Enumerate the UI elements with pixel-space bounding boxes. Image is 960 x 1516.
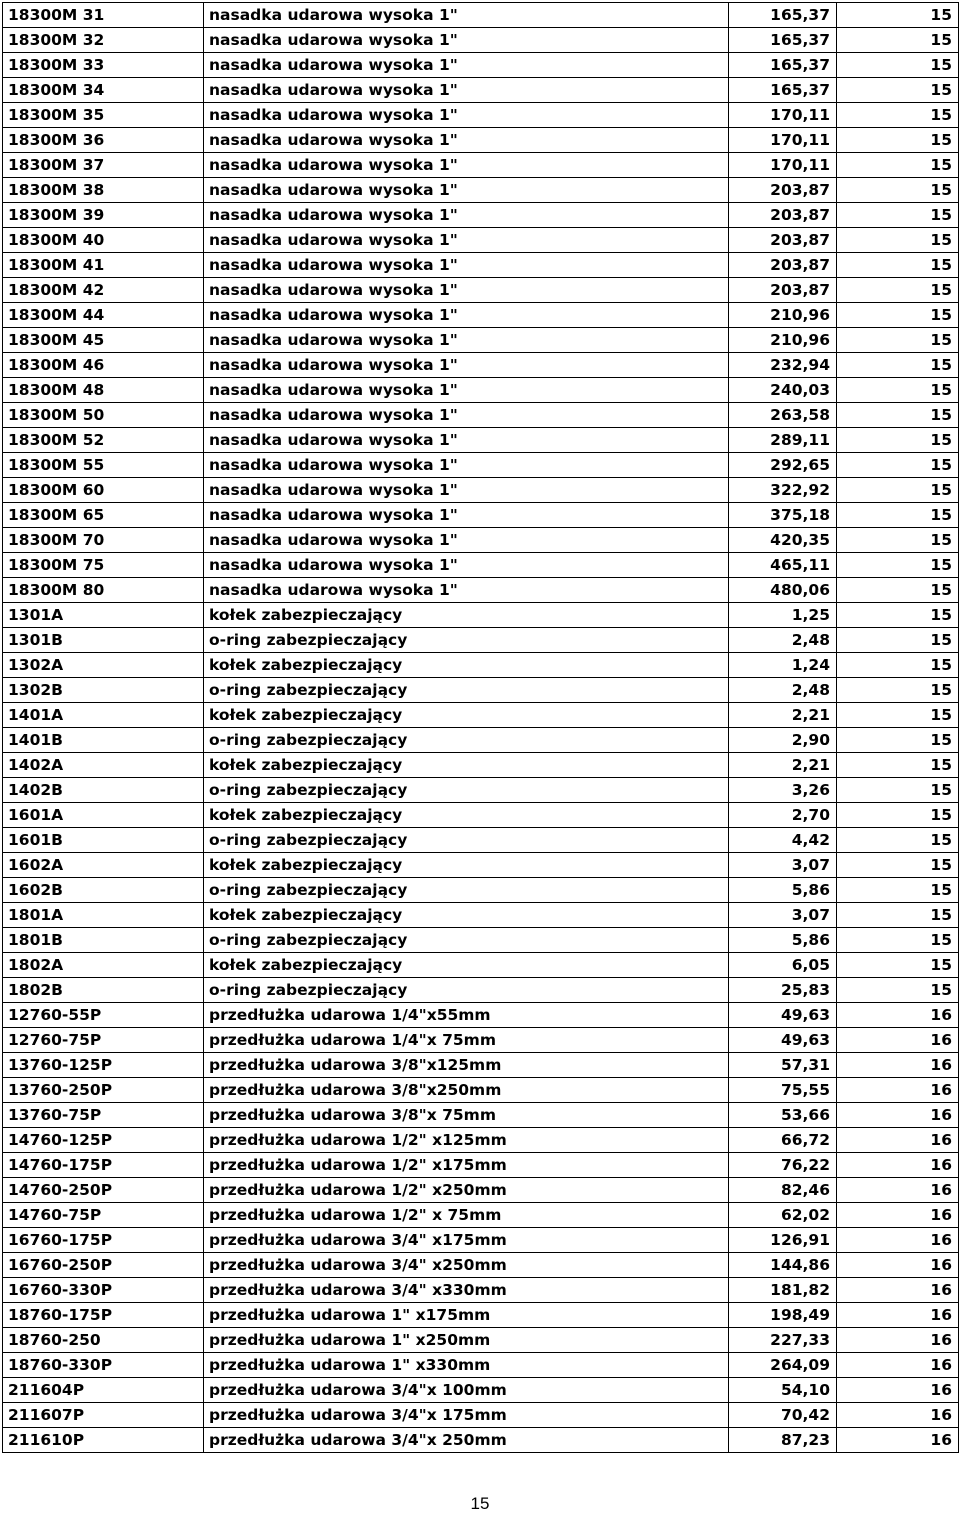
table-row bbox=[3, 303, 959, 328]
product-code-cell: 18760-250 bbox=[3, 1328, 204, 1353]
price-cell: 144,86 bbox=[729, 1253, 837, 1278]
table-row bbox=[3, 803, 959, 828]
table-row bbox=[3, 3, 959, 28]
product-code-cell: 1301A bbox=[3, 603, 204, 628]
table-row bbox=[3, 78, 959, 103]
price-cell: 227,33 bbox=[729, 1328, 837, 1353]
price-cell: 49,63 bbox=[729, 1028, 837, 1053]
price-cell: 465,11 bbox=[729, 553, 837, 578]
description-cell: kołek zabezpieczający bbox=[204, 903, 729, 928]
price-cell: 232,94 bbox=[729, 353, 837, 378]
product-code-cell: 18300M 34 bbox=[3, 78, 204, 103]
description-cell: o-ring zabezpieczający bbox=[204, 978, 729, 1003]
price-cell: 165,37 bbox=[729, 53, 837, 78]
table-row bbox=[3, 1128, 959, 1153]
catalog-page-cell: 16 bbox=[837, 1328, 959, 1353]
catalog-page-cell: 15 bbox=[837, 853, 959, 878]
product-code-cell: 18300M 37 bbox=[3, 153, 204, 178]
description-cell: nasadka udarowa wysoka 1" bbox=[204, 228, 729, 253]
description-cell: nasadka udarowa wysoka 1" bbox=[204, 278, 729, 303]
price-cell: 126,91 bbox=[729, 1228, 837, 1253]
product-code-cell: 1402B bbox=[3, 778, 204, 803]
table-row bbox=[3, 1278, 959, 1303]
price-cell: 170,11 bbox=[729, 128, 837, 153]
price-cell: 198,49 bbox=[729, 1303, 837, 1328]
table-row bbox=[3, 28, 959, 53]
price-cell: 2,21 bbox=[729, 753, 837, 778]
catalog-page-cell: 16 bbox=[837, 1228, 959, 1253]
product-code-cell: 18300M 55 bbox=[3, 453, 204, 478]
table-row bbox=[3, 928, 959, 953]
table-row bbox=[3, 403, 959, 428]
table-row bbox=[3, 153, 959, 178]
price-cell: 165,37 bbox=[729, 78, 837, 103]
table-row bbox=[3, 1053, 959, 1078]
table-row bbox=[3, 728, 959, 753]
price-cell: 2,48 bbox=[729, 678, 837, 703]
description-cell: nasadka udarowa wysoka 1" bbox=[204, 453, 729, 478]
description-cell: nasadka udarowa wysoka 1" bbox=[204, 403, 729, 428]
description-cell: kołek zabezpieczający bbox=[204, 803, 729, 828]
catalog-page-cell: 15 bbox=[837, 878, 959, 903]
product-code-cell: 1602B bbox=[3, 878, 204, 903]
product-code-cell: 18300M 75 bbox=[3, 553, 204, 578]
description-cell: nasadka udarowa wysoka 1" bbox=[204, 328, 729, 353]
catalog-page-cell: 16 bbox=[837, 1153, 959, 1178]
description-cell: przedłużka udarowa 1/2" x125mm bbox=[204, 1128, 729, 1153]
description-cell: nasadka udarowa wysoka 1" bbox=[204, 78, 729, 103]
description-cell: kołek zabezpieczający bbox=[204, 853, 729, 878]
price-cell: 170,11 bbox=[729, 103, 837, 128]
price-cell: 4,42 bbox=[729, 828, 837, 853]
product-code-cell: 18300M 52 bbox=[3, 428, 204, 453]
catalog-page-cell: 16 bbox=[837, 1003, 959, 1028]
product-code-cell: 1801A bbox=[3, 903, 204, 928]
description-cell: o-ring zabezpieczający bbox=[204, 828, 729, 853]
price-cell: 62,02 bbox=[729, 1203, 837, 1228]
catalog-page-cell: 16 bbox=[837, 1303, 959, 1328]
product-code-cell: 18300M 70 bbox=[3, 528, 204, 553]
product-code-cell: 18300M 35 bbox=[3, 103, 204, 128]
price-cell: 76,22 bbox=[729, 1153, 837, 1178]
product-code-cell: 18760-330P bbox=[3, 1353, 204, 1378]
catalog-page-cell: 15 bbox=[837, 803, 959, 828]
product-code-cell: 16760-175P bbox=[3, 1228, 204, 1253]
catalog-page-cell: 15 bbox=[837, 678, 959, 703]
description-cell: kołek zabezpieczający bbox=[204, 603, 729, 628]
price-cell: 2,70 bbox=[729, 803, 837, 828]
catalog-page-cell: 15 bbox=[837, 628, 959, 653]
description-cell: o-ring zabezpieczający bbox=[204, 778, 729, 803]
description-cell: przedłużka udarowa 3/8"x125mm bbox=[204, 1053, 729, 1078]
description-cell: nasadka udarowa wysoka 1" bbox=[204, 153, 729, 178]
price-cell: 3,07 bbox=[729, 903, 837, 928]
catalog-page-cell: 15 bbox=[837, 553, 959, 578]
description-cell: nasadka udarowa wysoka 1" bbox=[204, 528, 729, 553]
catalog-page-cell: 15 bbox=[837, 703, 959, 728]
product-code-cell: 1601A bbox=[3, 803, 204, 828]
table-row bbox=[3, 178, 959, 203]
product-code-cell: 16760-250P bbox=[3, 1253, 204, 1278]
table-row bbox=[3, 228, 959, 253]
price-cell: 66,72 bbox=[729, 1128, 837, 1153]
catalog-page-cell: 15 bbox=[837, 103, 959, 128]
price-cell: 170,11 bbox=[729, 153, 837, 178]
catalog-page-cell: 16 bbox=[837, 1178, 959, 1203]
price-cell: 263,58 bbox=[729, 403, 837, 428]
catalog-page-cell: 15 bbox=[837, 378, 959, 403]
catalog-page-cell: 15 bbox=[837, 578, 959, 603]
description-cell: o-ring zabezpieczający bbox=[204, 628, 729, 653]
description-cell: przedłużka udarowa 3/4" x250mm bbox=[204, 1253, 729, 1278]
catalog-page-cell: 15 bbox=[837, 728, 959, 753]
price-list-body bbox=[3, 3, 959, 1453]
product-code-cell: 18300M 41 bbox=[3, 253, 204, 278]
table-row bbox=[3, 1203, 959, 1228]
description-cell: nasadka udarowa wysoka 1" bbox=[204, 553, 729, 578]
table-row bbox=[3, 453, 959, 478]
product-code-cell: 1801B bbox=[3, 928, 204, 953]
price-cell: 203,87 bbox=[729, 203, 837, 228]
description-cell: nasadka udarowa wysoka 1" bbox=[204, 253, 729, 278]
product-code-cell: 1402A bbox=[3, 753, 204, 778]
price-cell: 75,55 bbox=[729, 1078, 837, 1103]
price-cell: 25,83 bbox=[729, 978, 837, 1003]
product-code-cell: 1301B bbox=[3, 628, 204, 653]
page-number: 15 bbox=[470, 1494, 490, 1513]
catalog-page-cell: 15 bbox=[837, 503, 959, 528]
table-row bbox=[3, 1103, 959, 1128]
product-code-cell: 211610P bbox=[3, 1428, 204, 1453]
description-cell: kołek zabezpieczający bbox=[204, 653, 729, 678]
description-cell: o-ring zabezpieczający bbox=[204, 728, 729, 753]
catalog-page-cell: 16 bbox=[837, 1353, 959, 1378]
product-code-cell: 18300M 42 bbox=[3, 278, 204, 303]
catalog-page-cell: 15 bbox=[837, 903, 959, 928]
description-cell: przedłużka udarowa 1" x330mm bbox=[204, 1353, 729, 1378]
price-cell: 203,87 bbox=[729, 228, 837, 253]
table-row bbox=[3, 278, 959, 303]
description-cell: nasadka udarowa wysoka 1" bbox=[204, 503, 729, 528]
price-cell: 5,86 bbox=[729, 878, 837, 903]
description-cell: przedłużka udarowa 1/2" x 75mm bbox=[204, 1203, 729, 1228]
description-cell: przedłużka udarowa 1/4"x 75mm bbox=[204, 1028, 729, 1053]
table-row bbox=[3, 603, 959, 628]
product-code-cell: 18300M 40 bbox=[3, 228, 204, 253]
description-cell: kołek zabezpieczający bbox=[204, 753, 729, 778]
price-cell: 6,05 bbox=[729, 953, 837, 978]
table-row bbox=[3, 1028, 959, 1053]
table-row bbox=[3, 653, 959, 678]
price-cell: 2,90 bbox=[729, 728, 837, 753]
catalog-page-cell: 15 bbox=[837, 753, 959, 778]
table-row bbox=[3, 628, 959, 653]
description-cell: nasadka udarowa wysoka 1" bbox=[204, 28, 729, 53]
price-cell: 240,03 bbox=[729, 378, 837, 403]
table-row bbox=[3, 478, 959, 503]
price-cell: 322,92 bbox=[729, 478, 837, 503]
product-code-cell: 18760-175P bbox=[3, 1303, 204, 1328]
table-row bbox=[3, 503, 959, 528]
price-cell: 87,23 bbox=[729, 1428, 837, 1453]
product-code-cell: 18300M 46 bbox=[3, 353, 204, 378]
description-cell: przedłużka udarowa 1/4"x55mm bbox=[204, 1003, 729, 1028]
price-cell: 181,82 bbox=[729, 1278, 837, 1303]
description-cell: nasadka udarowa wysoka 1" bbox=[204, 478, 729, 503]
price-cell: 210,96 bbox=[729, 303, 837, 328]
product-code-cell: 14760-175P bbox=[3, 1153, 204, 1178]
product-code-cell: 18300M 44 bbox=[3, 303, 204, 328]
price-cell: 203,87 bbox=[729, 278, 837, 303]
price-cell: 2,48 bbox=[729, 628, 837, 653]
product-code-cell: 1601B bbox=[3, 828, 204, 853]
product-code-cell: 211604P bbox=[3, 1378, 204, 1403]
price-cell: 49,63 bbox=[729, 1003, 837, 1028]
catalog-page-cell: 15 bbox=[837, 53, 959, 78]
product-code-cell: 18300M 36 bbox=[3, 128, 204, 153]
price-list-table bbox=[2, 2, 959, 1453]
price-cell: 3,07 bbox=[729, 853, 837, 878]
catalog-page-cell: 15 bbox=[837, 203, 959, 228]
table-row bbox=[3, 678, 959, 703]
catalog-page-cell: 16 bbox=[837, 1428, 959, 1453]
description-cell: kołek zabezpieczający bbox=[204, 703, 729, 728]
product-code-cell: 18300M 48 bbox=[3, 378, 204, 403]
description-cell: przedłużka udarowa 3/8"x 75mm bbox=[204, 1103, 729, 1128]
catalog-page-cell: 16 bbox=[837, 1403, 959, 1428]
table-row bbox=[3, 1178, 959, 1203]
product-code-cell: 18300M 38 bbox=[3, 178, 204, 203]
description-cell: nasadka udarowa wysoka 1" bbox=[204, 178, 729, 203]
description-cell: nasadka udarowa wysoka 1" bbox=[204, 378, 729, 403]
product-code-cell: 14760-125P bbox=[3, 1128, 204, 1153]
table-row bbox=[3, 578, 959, 603]
catalog-page-cell: 16 bbox=[837, 1028, 959, 1053]
catalog-page-cell: 15 bbox=[837, 78, 959, 103]
product-code-cell: 16760-330P bbox=[3, 1278, 204, 1303]
catalog-page-cell: 16 bbox=[837, 1378, 959, 1403]
table-row bbox=[3, 1003, 959, 1028]
description-cell: przedłużka udarowa 1" x250mm bbox=[204, 1328, 729, 1353]
table-row bbox=[3, 828, 959, 853]
product-code-cell: 13760-250P bbox=[3, 1078, 204, 1103]
price-cell: 375,18 bbox=[729, 503, 837, 528]
description-cell: o-ring zabezpieczający bbox=[204, 928, 729, 953]
product-code-cell: 12760-75P bbox=[3, 1028, 204, 1053]
catalog-page-cell: 15 bbox=[837, 253, 959, 278]
price-cell: 420,35 bbox=[729, 528, 837, 553]
price-cell: 165,37 bbox=[729, 28, 837, 53]
product-code-cell: 13760-125P bbox=[3, 1053, 204, 1078]
price-cell: 3,26 bbox=[729, 778, 837, 803]
table-row bbox=[3, 703, 959, 728]
product-code-cell: 1401B bbox=[3, 728, 204, 753]
catalog-page-cell: 15 bbox=[837, 303, 959, 328]
catalog-page-cell: 15 bbox=[837, 778, 959, 803]
table-row bbox=[3, 853, 959, 878]
price-cell: 203,87 bbox=[729, 178, 837, 203]
catalog-page-cell: 15 bbox=[837, 453, 959, 478]
table-row bbox=[3, 1328, 959, 1353]
description-cell: nasadka udarowa wysoka 1" bbox=[204, 3, 729, 28]
catalog-page-cell: 15 bbox=[837, 478, 959, 503]
description-cell: przedłużka udarowa 1" x175mm bbox=[204, 1303, 729, 1328]
table-row bbox=[3, 1153, 959, 1178]
catalog-page-cell: 15 bbox=[837, 928, 959, 953]
product-code-cell: 18300M 80 bbox=[3, 578, 204, 603]
table-row bbox=[3, 103, 959, 128]
table-row bbox=[3, 128, 959, 153]
price-cell: 292,65 bbox=[729, 453, 837, 478]
description-cell: przedłużka udarowa 3/8"x250mm bbox=[204, 1078, 729, 1103]
catalog-page-cell: 15 bbox=[837, 403, 959, 428]
catalog-page-cell: 16 bbox=[837, 1128, 959, 1153]
price-cell: 82,46 bbox=[729, 1178, 837, 1203]
catalog-page-cell: 15 bbox=[837, 528, 959, 553]
table-row bbox=[3, 903, 959, 928]
description-cell: nasadka udarowa wysoka 1" bbox=[204, 203, 729, 228]
product-code-cell: 1401A bbox=[3, 703, 204, 728]
product-code-cell: 18300M 33 bbox=[3, 53, 204, 78]
description-cell: przedłużka udarowa 3/4" x175mm bbox=[204, 1228, 729, 1253]
table-row bbox=[3, 753, 959, 778]
description-cell: nasadka udarowa wysoka 1" bbox=[204, 103, 729, 128]
table-row bbox=[3, 1303, 959, 1328]
description-cell: przedłużka udarowa 3/4"x 250mm bbox=[204, 1428, 729, 1453]
description-cell: przedłużka udarowa 1/2" x175mm bbox=[204, 1153, 729, 1178]
description-cell: nasadka udarowa wysoka 1" bbox=[204, 303, 729, 328]
price-cell: 5,86 bbox=[729, 928, 837, 953]
table-row bbox=[3, 1253, 959, 1278]
product-code-cell: 18300M 45 bbox=[3, 328, 204, 353]
product-code-cell: 1302A bbox=[3, 653, 204, 678]
product-code-cell: 1802A bbox=[3, 953, 204, 978]
table-row bbox=[3, 953, 959, 978]
catalog-page-cell: 16 bbox=[837, 1103, 959, 1128]
product-code-cell: 18300M 39 bbox=[3, 203, 204, 228]
description-cell: przedłużka udarowa 3/4"x 175mm bbox=[204, 1403, 729, 1428]
price-cell: 53,66 bbox=[729, 1103, 837, 1128]
catalog-page-cell: 15 bbox=[837, 3, 959, 28]
product-code-cell: 18300M 32 bbox=[3, 28, 204, 53]
table-row bbox=[3, 878, 959, 903]
catalog-page-cell: 15 bbox=[837, 328, 959, 353]
table-row bbox=[3, 1378, 959, 1403]
product-code-cell: 13760-75P bbox=[3, 1103, 204, 1128]
price-cell: 264,09 bbox=[729, 1353, 837, 1378]
catalog-page-cell: 15 bbox=[837, 978, 959, 1003]
price-cell: 57,31 bbox=[729, 1053, 837, 1078]
table-row bbox=[3, 353, 959, 378]
table-row bbox=[3, 1428, 959, 1453]
catalog-page-cell: 16 bbox=[837, 1253, 959, 1278]
description-cell: nasadka udarowa wysoka 1" bbox=[204, 428, 729, 453]
table-row bbox=[3, 378, 959, 403]
table-row bbox=[3, 53, 959, 78]
catalog-page-cell: 15 bbox=[837, 428, 959, 453]
catalog-page-cell: 16 bbox=[837, 1078, 959, 1103]
product-code-cell: 18300M 50 bbox=[3, 403, 204, 428]
description-cell: kołek zabezpieczający bbox=[204, 953, 729, 978]
product-code-cell: 1602A bbox=[3, 853, 204, 878]
table-row bbox=[3, 553, 959, 578]
product-code-cell: 14760-75P bbox=[3, 1203, 204, 1228]
price-cell: 480,06 bbox=[729, 578, 837, 603]
catalog-page-cell: 15 bbox=[837, 28, 959, 53]
description-cell: o-ring zabezpieczający bbox=[204, 678, 729, 703]
product-code-cell: 14760-250P bbox=[3, 1178, 204, 1203]
description-cell: nasadka udarowa wysoka 1" bbox=[204, 578, 729, 603]
price-cell: 210,96 bbox=[729, 328, 837, 353]
product-code-cell: 18300M 60 bbox=[3, 478, 204, 503]
catalog-page-cell: 15 bbox=[837, 153, 959, 178]
description-cell: o-ring zabezpieczający bbox=[204, 878, 729, 903]
catalog-page-cell: 16 bbox=[837, 1203, 959, 1228]
description-cell: przedłużka udarowa 3/4" x330mm bbox=[204, 1278, 729, 1303]
table-row bbox=[3, 328, 959, 353]
catalog-page-cell: 16 bbox=[837, 1053, 959, 1078]
table-row bbox=[3, 1078, 959, 1103]
table-row bbox=[3, 253, 959, 278]
table-row bbox=[3, 778, 959, 803]
price-cell: 203,87 bbox=[729, 253, 837, 278]
product-code-cell: 211607P bbox=[3, 1403, 204, 1428]
price-cell: 2,21 bbox=[729, 703, 837, 728]
product-code-cell: 18300M 65 bbox=[3, 503, 204, 528]
product-code-cell: 12760-55P bbox=[3, 1003, 204, 1028]
product-code-cell: 1802B bbox=[3, 978, 204, 1003]
table-row bbox=[3, 1353, 959, 1378]
table-row bbox=[3, 978, 959, 1003]
catalog-page-cell: 15 bbox=[837, 828, 959, 853]
catalog-page-cell: 16 bbox=[837, 1278, 959, 1303]
price-cell: 54,10 bbox=[729, 1378, 837, 1403]
product-code-cell: 18300M 31 bbox=[3, 3, 204, 28]
price-cell: 165,37 bbox=[729, 3, 837, 28]
catalog-page-cell: 15 bbox=[837, 278, 959, 303]
table-row bbox=[3, 428, 959, 453]
description-cell: nasadka udarowa wysoka 1" bbox=[204, 53, 729, 78]
catalog-page-cell: 15 bbox=[837, 603, 959, 628]
catalog-page-cell: 15 bbox=[837, 128, 959, 153]
table-row bbox=[3, 1403, 959, 1428]
price-cell: 1,24 bbox=[729, 653, 837, 678]
description-cell: nasadka udarowa wysoka 1" bbox=[204, 353, 729, 378]
price-cell: 1,25 bbox=[729, 603, 837, 628]
description-cell: przedłużka udarowa 1/2" x250mm bbox=[204, 1178, 729, 1203]
catalog-page-cell: 15 bbox=[837, 178, 959, 203]
table-row bbox=[3, 1228, 959, 1253]
catalog-page-cell: 15 bbox=[837, 228, 959, 253]
description-cell: nasadka udarowa wysoka 1" bbox=[204, 128, 729, 153]
catalog-page-cell: 15 bbox=[837, 653, 959, 678]
description-cell: przedłużka udarowa 3/4"x 100mm bbox=[204, 1378, 729, 1403]
product-code-cell: 1302B bbox=[3, 678, 204, 703]
catalog-page-cell: 15 bbox=[837, 953, 959, 978]
table-row bbox=[3, 203, 959, 228]
price-cell: 289,11 bbox=[729, 428, 837, 453]
price-cell: 70,42 bbox=[729, 1403, 837, 1428]
catalog-page-cell: 15 bbox=[837, 353, 959, 378]
table-row bbox=[3, 528, 959, 553]
